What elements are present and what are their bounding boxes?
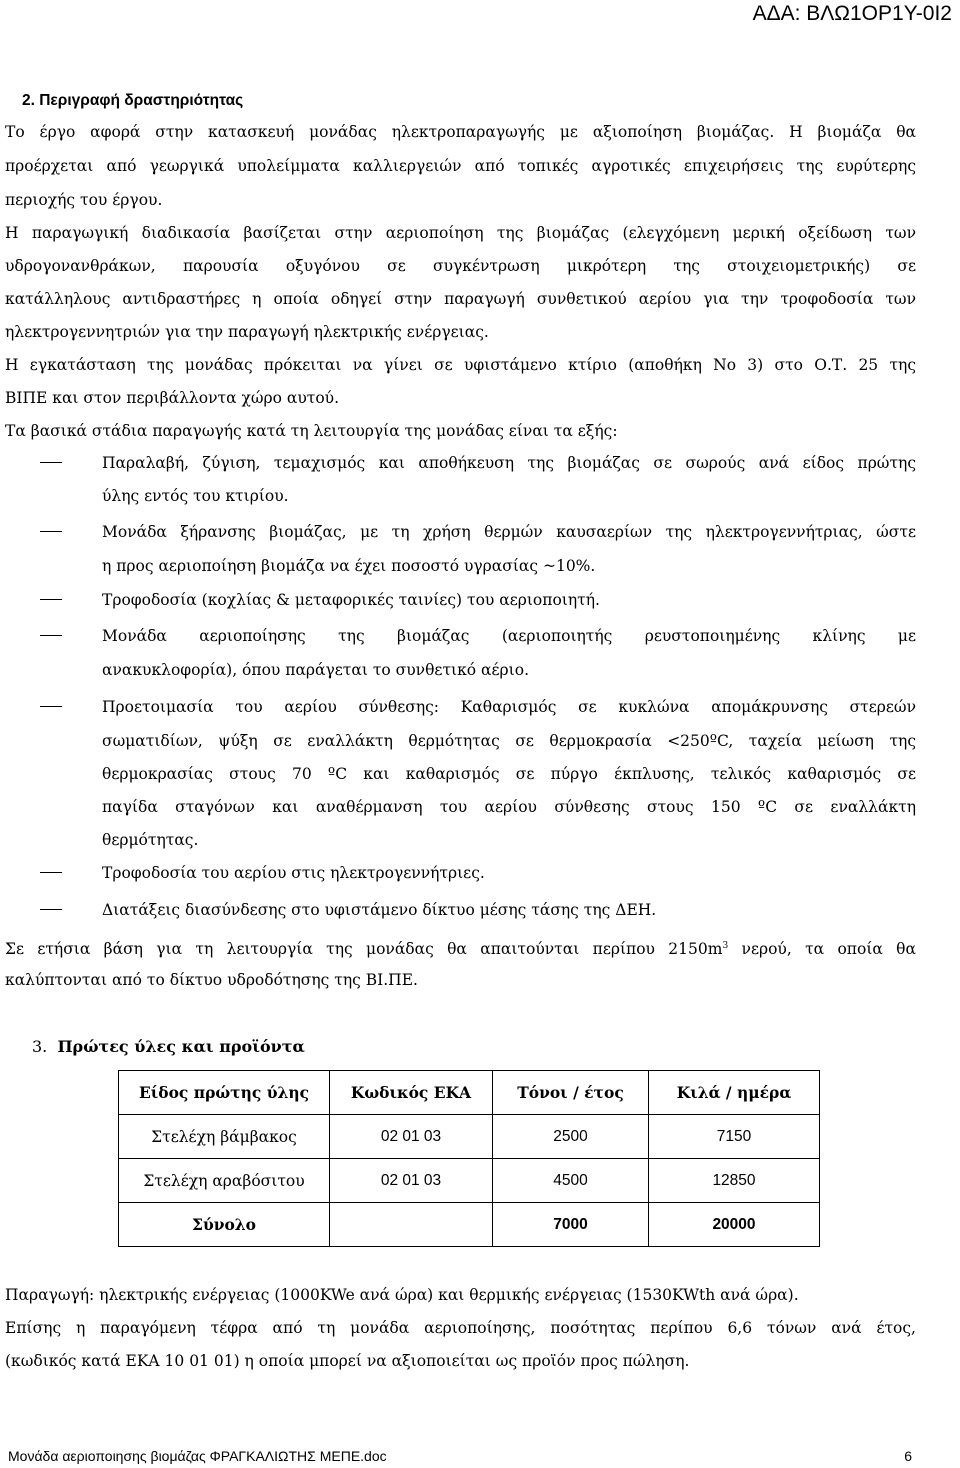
header-material: Είδος πρώτης ύλης: [119, 1071, 330, 1115]
cell-tons: 2500: [493, 1115, 649, 1159]
cell-kg: 12850: [649, 1159, 820, 1203]
paragraph-line: ΒΙΠΕ και στον περιβάλλοντα χώρο αυτού.: [5, 389, 340, 407]
page-number: 6: [904, 1448, 912, 1464]
paragraph-line: (κωδικός κατά ΕΚΑ 10 01 01) η οποία μπορεί να αξιοποιείται ως προϊόν προς πώληση.: [5, 1352, 690, 1370]
list-dash: [40, 909, 62, 910]
list-item-line: ανακυκλοφορία), όπου παράγεται το συνθετικό αέριο.: [102, 661, 529, 679]
list-item-line: Προετοιμασία του αερίου σύνθεσης: Καθαρισμός σε κυκλώνα απομάκρυνσης στερεών: [102, 698, 916, 716]
table-header-row: [119, 1071, 820, 1115]
superscript-3: 3: [722, 941, 729, 951]
list-item-line: σωματιδίων, ψύξη σε εναλλάκτη θερμότητας σε θερμοκρασία <250ºC, ταχεία μείωση της: [102, 732, 916, 750]
paragraph-line: Η παραγωγική διαδικασία βασίζεται στην αεριοποίηση της βιομάζας (ελεγχόμενη μερική οξείδωση των: [5, 224, 916, 242]
paragraph-line: υδρογονανθράκων, παρουσία οξυγόνου σε συγκέντρωση μικρότερη της στοιχειομετρικής) σε: [5, 257, 916, 275]
paragraph-line: κατάλληλους αντιδραστήρες η οποία οδηγεί στην παραγωγή συνθετικού αερίου για την τροφοδοσία των: [5, 290, 916, 308]
footer-filename: Μονάδα αεριοποιησης βιομάζας ΦΡΑΓΚΑΛΙΩΤΗΣ ΜΕΠΕ.doc: [8, 1448, 387, 1464]
list-item-line: Διατάξεις διασύνδεσης στο υφιστάμενο δίκτυο μέσης τάσης της ΔΕΗ.: [102, 901, 657, 919]
cell-kg: 7150: [649, 1115, 820, 1159]
list-dash: [40, 872, 62, 873]
paragraph-line: Παραγωγή: ηλεκτρικής ενέργειας (1000KWe ανά ώρα) και θερμικής ενέργειας (1530KWth ανά ώρα).: [5, 1286, 799, 1304]
list-item-line: παγίδα σταγόνων και αναθέρμανση του αερίου σύνθεσης στους 150 ºC σε εναλλάκτη: [102, 798, 916, 816]
header-tons-per-year: Τόνοι / έτος: [493, 1071, 649, 1115]
list-item-line: θερμότητας.: [102, 831, 199, 849]
table-total-row: [119, 1203, 820, 1247]
section-3-number: 3.: [32, 1037, 48, 1056]
list-item-line: Τροφοδοσία (κοχλίας & μεταφορικές ταινίες) του αεριοποιητή.: [102, 591, 600, 609]
paragraph-line: Τα βασικά στάδια παραγωγής κατά τη λειτουργία της μονάδας είναι τα εξής:: [5, 422, 618, 440]
paragraph-line: περιοχής του έργου.: [5, 191, 163, 209]
water-text-a: Σε ετήσια βάση για τη λειτουργία της μονάδας θα απαιτούνται περίπου 2150m: [5, 940, 723, 959]
cell-total-label: Σύνολο: [119, 1203, 330, 1247]
paragraph-line: ηλεκτρογεννητριών για την παραγωγή ηλεκτρικής ενέργειας.: [5, 323, 489, 341]
list-dash: [40, 462, 62, 463]
cell-total-kg: 20000: [649, 1203, 820, 1247]
list-dash: [40, 531, 62, 532]
section-3-title: Πρώτες ύλες και προϊόντα: [57, 1037, 305, 1056]
table-row: [119, 1159, 820, 1203]
list-item-line: Παραλαβή, ζύγιση, τεμαχισμός και αποθήκευση της βιομάζας σε σωρούς ανά είδος πρώτης: [102, 454, 916, 472]
list-item-line: η προς αεριοποίηση βιομάζα να έχει ποσοστό υγρασίας ~10%.: [102, 557, 596, 575]
header-kg-per-day: Κιλά / ημέρα: [649, 1071, 820, 1115]
list-item-line: θερμοκρασίας στους 70 ºC και καθαρισμός σε πύργο έκπλυσης, τελικός καθαρισμός σε: [102, 765, 916, 783]
paragraph-line: Το έργο αφορά στην κατασκευή μονάδας ηλεκτροπαραγωγής με αξιοποίηση βιομάζας. Η βιομάζα θα: [5, 123, 916, 141]
cell-eka-code: 02 01 03: [330, 1115, 493, 1159]
water-text-b: νερού, τα οποία θα: [728, 940, 916, 959]
cell-eka-code: 02 01 03: [330, 1159, 493, 1203]
list-dash: [40, 706, 62, 707]
cell-tons: 4500: [493, 1159, 649, 1203]
list-item-line: Τροφοδοσία του αερίου στις ηλεκτρογεννήτριες.: [102, 864, 485, 882]
cell-total-tons: 7000: [493, 1203, 649, 1247]
paragraph-line: Επίσης η παραγόμενη τέφρα από τη μονάδα αεριοποίησης, ποσότητας περίπου 6,6 τόνων ανά έτος,: [5, 1319, 916, 1337]
header-eka-code: Κωδικός ΕΚΑ: [330, 1071, 493, 1115]
list-item-line: ύλης εντός του κτιρίου.: [102, 487, 289, 505]
section-2-heading: 2. Περιγραφή δραστηριότητας: [22, 92, 244, 109]
list-dash: [40, 635, 62, 636]
paragraph-line: Η εγκατάσταση της μονάδας πρόκειται να γίνει σε υφιστάμενο κτίριο (αποθήκη Νο 3) στο Ο.Τ. 25 της: [5, 356, 916, 374]
section-3-heading: [32, 1037, 305, 1056]
cell-total-empty: [330, 1203, 493, 1247]
paragraph-line: καλύπτονται από το δίκτυο υδροδότησης της ΒΙ.ΠΕ.: [5, 971, 418, 989]
list-item-line: Μονάδα ξήρανσης βιομάζας, με τη χρήση θερμών καυσαερίων της ηλεκτρογεννήτριας, ώστε: [102, 523, 916, 541]
table-row: [119, 1115, 820, 1159]
paragraph-line: προέρχεται από γεωργικά υπολείμματα καλλιεργειών από τοπικές αγροτικές επιχειρήσεις της ευρύτερης: [5, 157, 916, 175]
ada-code: ΑΔΑ: ΒΛΩ1ΟΡ1Υ-0Ι2: [752, 2, 952, 25]
list-item-line: Μονάδα αεριοποίησης της βιομάζας (αεριοποιητής ρευστοποιημένης κλίνης με: [102, 627, 916, 645]
cell-material: Στελέχη βάμβακος: [119, 1115, 330, 1159]
water-paragraph-line: [5, 936, 916, 959]
raw-materials-table: [118, 1070, 820, 1247]
list-dash: [40, 599, 62, 600]
cell-material: Στελέχη αραβόσιτου: [119, 1159, 330, 1203]
